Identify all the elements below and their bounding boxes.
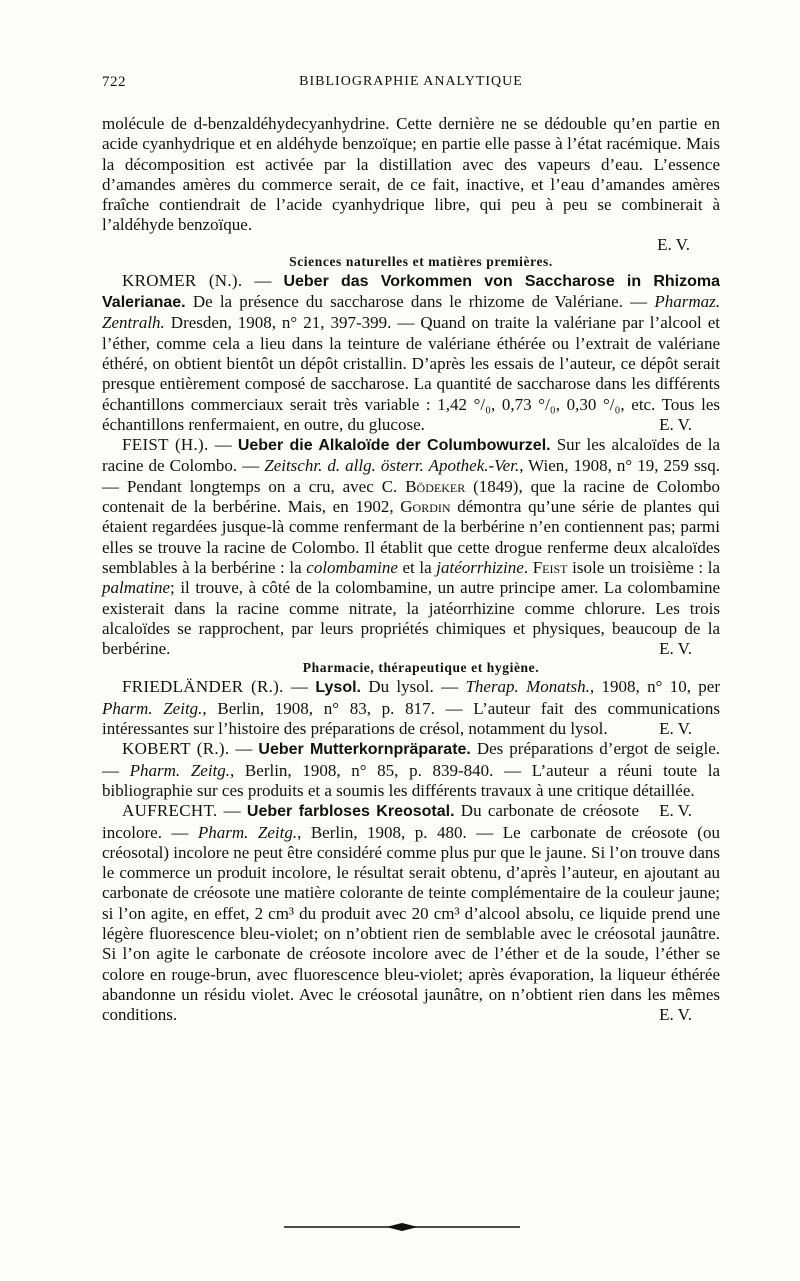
entry-title: Ueber farbloses Kreosotal. (246, 803, 455, 821)
entry-title: Ueber Mutterkornpräparate. (258, 741, 471, 759)
person-name: Bödeker (405, 476, 466, 496)
entry-friedlaender: FRIEDLÄNDER (R.). — Lysol. Du lysol. — Therap. Monatsh., 1908, n° 10, per Pharm. Zeitg., Berlin, 1908, n° 83, p. 817. — L’auteur fait des communications intéressantes sur l’histoire des préparations de crésol, notamment du lysol. E. V. (102, 677, 720, 739)
journal-name: Pharm. Zeitg. (102, 698, 203, 718)
entry-author: FEIST (H.). (122, 435, 209, 455)
entry-title: Ueber die Alkaloïde der Columbowurzel. (237, 437, 551, 455)
alkaloid-term: palmatine (102, 578, 170, 598)
entry-kromer: KROMER (N.). — Ueber das Vorkommen von Saccharose in Rhizoma Valerianae. De la présence du saccharose dans le rhizome de Valériane. — Pharmaz. Zentralh. Dresden, 1908, n° 21, 397-399. — Quand on traite la valériane par l’alcool et l’éther, comme cela a lieu dans la teinture de valériane éthérée ou l’extrait de valériane éthéré, on obtient bientôt un dépôt cristallin. D’après les essais de l’auteur, ce dépôt serait presque entièrement composé de saccharose. La quantité de saccharose dans les différents échantillons commerciaux serait très variable : 1,42 °/₀, 0,73 °/₀, 0,30 °/₀, etc. Tous les échantillons renfermaient, en outre, du glucose. E. V. (102, 270, 721, 434)
journal-name: Pharmaz. Zentralh. (102, 292, 720, 333)
continuation-paragraph: molécule de d-benzaldéhydecyanhydrine. Cette dernière ne se dédouble qu’en partie en acide cyanhydrique et en aldéhyde benzoïque; en partie elle passe à l’état racémique. Mais la décomposition est activée par la distillation avec des vapeurs d’eau. L’essence d’amandes amères du commerce serait, de ce fait, inactive, et l’eau d’amandes amères fraîche contiendrait de l’acide cyanhydrique libre, qui peu à peu se combinerait à l’aldéhyde benzoïque. (102, 114, 720, 235)
signature: E. V. (659, 1005, 692, 1025)
person-name: Gordin (400, 497, 451, 517)
person-name: Feist (532, 557, 568, 577)
page-number: 722 (102, 74, 126, 90)
journal-name: Zeitschr. d. allg. österr. Apothek.-Ver. (264, 456, 520, 476)
signature: E. V. (659, 639, 692, 659)
entry-author: AUFRECHT. (122, 801, 218, 821)
entry-feist: FEIST (H.). — Ueber die Alkaloïde der Columbowurzel. Sur les alcaloïdes de la racine de Colombo. — Zeitschr. d. allg. österr. Apothek.-Ver., Wien, 1908, n° 19, 259 ssq. — Pendant longtemps on a cru, avec C. Bödeker (1849), que la racine de Colombo contenait de la berbérine. Mais, en 1902, Gordin démontra qu’une série de plantes qui étaient regardées jusque-là comme renfermant de la berbérine n’en contiennent pas; parmi elles se trouve la racine de Colombo. Il établit que cette drogue renferme deux alcaloïdes semblables à la berbérine : la colombamine et la jatéorrhizine. Feist isole un troisième : la palmatine; il trouve, à côté de la colombamine, un autre principe amer. La colombamine existerait dans la racine comme nitrate, la jatéorrhizine comme chlorure. Les trois alcaloïdes se rapprochent, par leurs propriétés chimiques et physiques, beaucoup de la berbérine. E. V. (102, 435, 721, 659)
entry-kobert: KOBERT (R.). — Ueber Mutterkornpräparate. Des préparations d’ergot de seigle. — Pharm. Zeitg., Berlin, 1908, n° 85, p. 839-840. — L’auteur a réuni toute la bibliographie sur ces produits et a soumis les différents travaux à une critique détaillée. E. V. (102, 739, 721, 821)
signature: E. V. (659, 414, 692, 434)
section-heading-pharmacie: Pharmacie, thérapeutique et hygiène. (302, 660, 540, 676)
entry-aufrecht: AUFRECHT. — Ueber farbloses Kreosotal. Du carbonate de créosote incolore. — Pharm. Zeitg., Berlin, 1908, p. 480. — Le carbonate de créosote (ou créosotal) incolore ne peut être considéré comme plus pur que le jaune. Si l’on trouve dans le commerce un produit incolore, le résultat serait obtenu, d’après l’auteur, en ajoutant au carbonate de créosote une matière colorante de teinte complémentaire de la couleur jaune; si l’on agite, en effet, 2 cm³ du produit avec 20 cm³ d’alcool absolu, ce liquide prend une légère fluorescence bleu-violet; on n’obtient rien de semblable avec le créosotal jaunâtre. Si l’on agite le carbonate de créosote incolore avec de l’éther et de la soude, l’éther se colore en rouge-brun, avec fluorescence bleu-violet; après évaporation, la liqueur éthérée abandonne un résidu violet. Avec le créosotal jaunâtre, on n’obtient rien dans les mêmes conditions. E. V. (102, 801, 720, 1025)
entry-author: FRIEDLÄNDER (R.). (122, 677, 284, 697)
running-title: BIBLIOGRAPHIE ANALYTIQUE (299, 74, 523, 89)
signature: E. V. (659, 719, 692, 739)
alkaloid-term: colombamine (306, 557, 398, 577)
entry-author: KOBERT (R.). (122, 739, 230, 759)
journal-name: Pharm. Zeitg. (129, 760, 231, 780)
end-ornament (284, 1221, 520, 1233)
page-body (102, 114, 720, 1025)
journal-name: Therap. Monatsh. (465, 677, 590, 697)
page-header (102, 74, 720, 96)
signature: E. V. (657, 234, 690, 254)
section-heading-sciences: Sciences naturelles et matières premières. (289, 253, 553, 269)
entry-title: Ueber das Vorkommen von Saccharose in Rhizoma Valerianae. (102, 272, 721, 312)
journal-name: Pharm. Zeitg. (197, 822, 298, 842)
entry-title: Lysol. (315, 679, 361, 697)
alkaloid-term: jatéorrhizine (436, 557, 524, 577)
signature: E. V. (659, 801, 692, 821)
entry-author: KROMER (N.). (122, 270, 243, 290)
